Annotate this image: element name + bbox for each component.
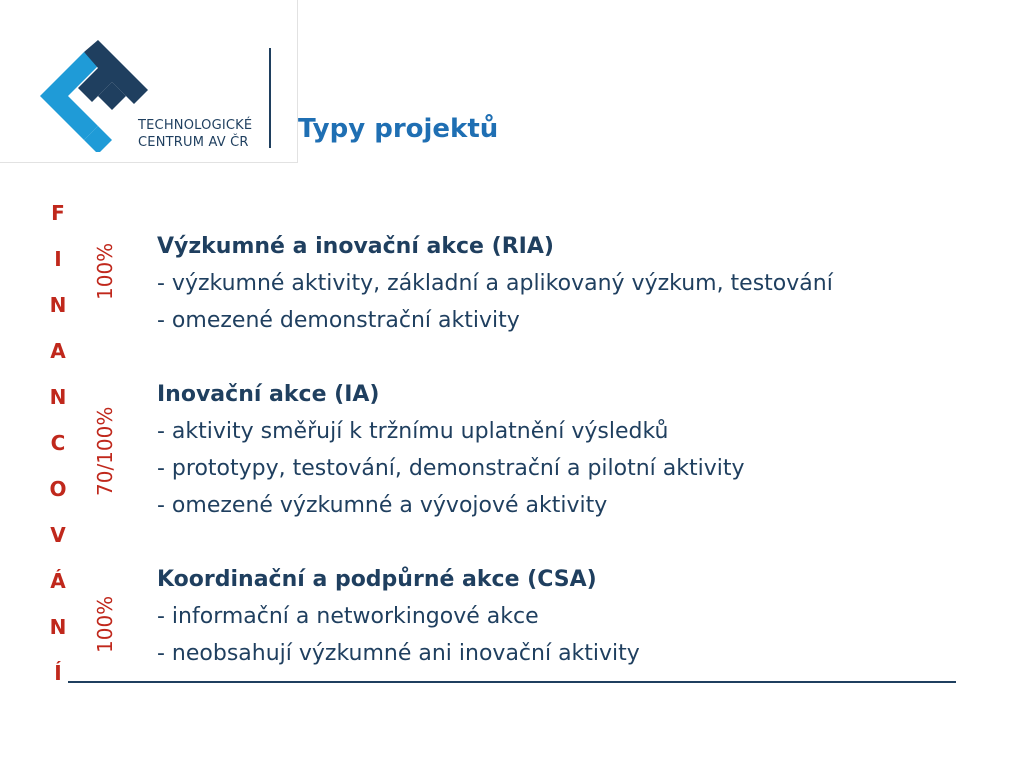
fin-letter: O xyxy=(49,477,67,501)
logo-line-1: TECHNOLOGICKÉ xyxy=(138,118,253,133)
section-heading: Koordinační a podpůrné akce (CSA) xyxy=(157,567,597,592)
bottom-rule xyxy=(68,681,956,683)
fin-letter: N xyxy=(49,615,67,639)
section-csa xyxy=(157,561,640,672)
section-ria xyxy=(157,228,833,339)
fin-letter: V xyxy=(50,523,66,547)
percentage-csa: 100% xyxy=(93,595,117,653)
fin-letter: F xyxy=(51,201,65,225)
page-title: Typy projektů xyxy=(298,114,499,144)
logo-text xyxy=(138,117,252,151)
percentage-ia: 70/100% xyxy=(93,406,117,496)
fin-letter: Á xyxy=(50,569,66,593)
section-heading: Výzkumné a inovační akce (RIA) xyxy=(157,234,554,259)
fin-letter: I xyxy=(54,247,62,271)
section-item: - neobsahují výzkumné ani inovační aktivity xyxy=(157,641,640,666)
section-item: - výzkumné aktivity, základní a aplikovaný výzkum, testování xyxy=(157,271,833,296)
section-item: - omezené demonstrační aktivity xyxy=(157,308,520,333)
financing-vertical-label xyxy=(44,198,72,704)
section-item: - aktivity směřují k tržnímu uplatnění výsledků xyxy=(157,419,669,444)
section-item: - prototypy, testování, demonstrační a pilotní aktivity xyxy=(157,456,745,481)
percentage-ria: 100% xyxy=(93,242,117,300)
section-item: - informační a networkingové akce xyxy=(157,604,539,629)
fin-letter: A xyxy=(50,339,66,363)
logo-line-2: CENTRUM AV ČR xyxy=(138,135,249,150)
tc-logo-icon xyxy=(40,40,152,152)
fin-letter: Í xyxy=(54,661,62,685)
logo-panel xyxy=(0,0,298,163)
logo-divider xyxy=(269,48,271,148)
fin-letter: C xyxy=(50,431,66,455)
section-ia xyxy=(157,376,745,524)
section-heading: Inovační akce (IA) xyxy=(157,382,380,407)
fin-letter: N xyxy=(49,385,67,409)
fin-letter: N xyxy=(49,293,67,317)
section-item: - omezené výzkumné a vývojové aktivity xyxy=(157,493,608,518)
